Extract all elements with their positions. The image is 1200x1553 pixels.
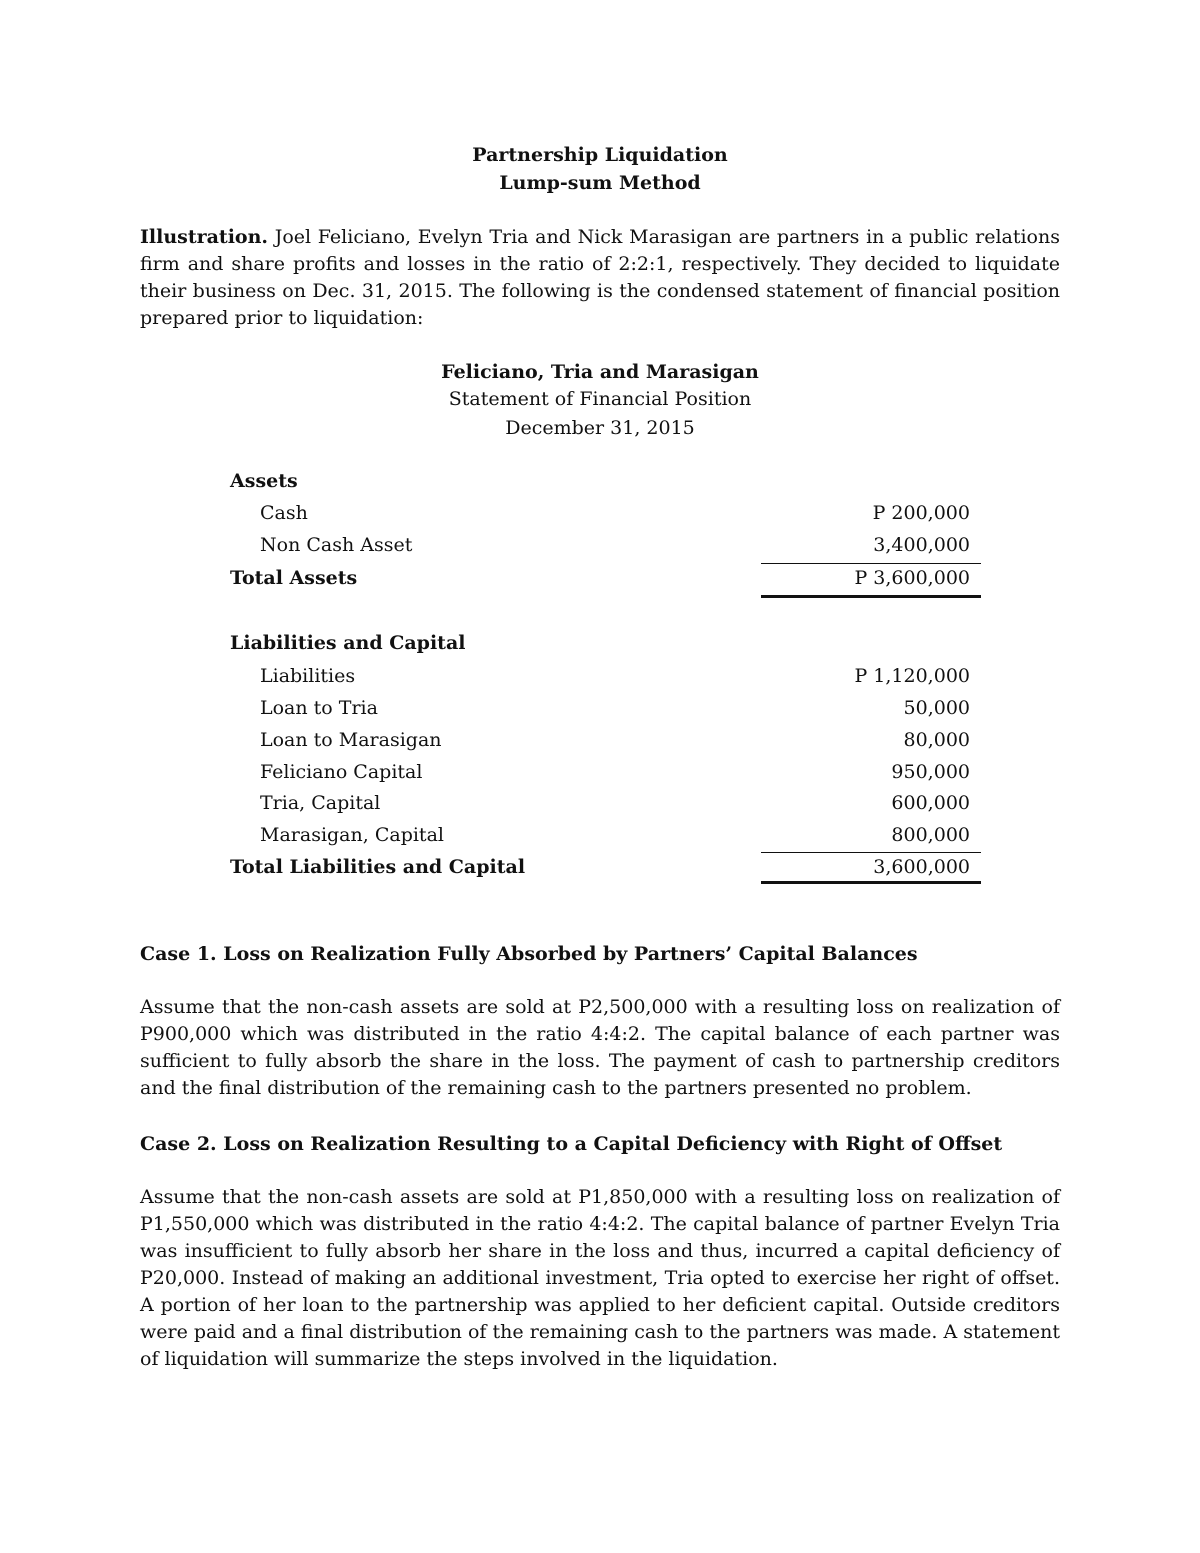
- statement-date: December 31, 2015: [505, 417, 695, 439]
- document-title: Partnership Liquidation: [472, 144, 728, 166]
- liability-amount: P 1,120,000: [854, 665, 970, 687]
- illustration-label: Illustration.: [140, 226, 269, 248]
- asset-label: Cash: [260, 502, 308, 524]
- illustration-paragraph: [140, 224, 1060, 332]
- total-liabilities-row: [230, 853, 980, 881]
- liability-label: Marasigan, Capital: [260, 824, 444, 846]
- illustration-text: Joel Feliciano, Evelyn Tria and Nick Marasigan are partners in a public relations firm and share profits and losses in the ratio of 2:2:1, respectively. They decided to liquidate their business on Dec. 31, 2015. The following is the condensed statement of financial position prepared prior to liquidation:: [140, 226, 1060, 329]
- liability-amount: 50,000: [903, 697, 970, 719]
- liabilities-heading: Liabilities and Capital: [230, 632, 466, 654]
- document-subtitle: Lump-sum Method: [499, 172, 701, 194]
- asset-amount: 3,400,000: [873, 534, 970, 556]
- liability-label: Liabilities: [260, 665, 356, 687]
- liability-label: Loan to Tria: [260, 697, 378, 719]
- statement-name: Statement of Financial Position: [448, 388, 752, 410]
- liability-amount: 950,000: [891, 761, 970, 783]
- liability-row: [260, 789, 980, 817]
- total-rule: [761, 595, 981, 598]
- liability-amount: 800,000: [891, 824, 970, 846]
- total-assets-label: Total Assets: [230, 567, 358, 589]
- liability-label: Tria, Capital: [260, 792, 381, 814]
- total-liabilities-amount: 3,600,000: [873, 856, 970, 878]
- case1-paragraph: Assume that the non-cash assets are sold at P2,500,000 with a resulting loss on realization of P900,000 which was distributed in the ratio 4:4:2. The capital balance of each partner was sufficient to fully absorb the share in the loss. The payment of cash to partnership creditors and the final distribution of the remaining cash to the partners presented no problem.: [140, 996, 1060, 1099]
- liability-row: [260, 758, 980, 786]
- asset-row: [260, 499, 980, 527]
- liability-amount: 80,000: [903, 729, 970, 751]
- assets-heading: Assets: [230, 470, 298, 492]
- liability-row: [260, 726, 980, 754]
- total-rule: [761, 881, 981, 884]
- liability-row: [260, 694, 980, 722]
- case2-heading: Case 2. Loss on Realization Resulting to a Capital Deficiency with Right of Offset: [140, 1133, 1003, 1155]
- liability-row: [260, 821, 980, 849]
- total-assets-amount: P 3,600,000: [854, 567, 970, 589]
- liability-label: Feliciano Capital: [260, 761, 423, 783]
- asset-label: Non Cash Asset: [260, 534, 413, 556]
- case2-paragraph: Assume that the non-cash assets are sold at P1,850,000 with a resulting loss on realization of P1,550,000 which was distributed in the ratio 4:4:2. The capital balance of partner Evelyn Tria was insufficient to fully absorb her share in the loss and thus, incurred a capital deficiency of P20,000. Instead of making an additional investment, Tria opted to exercise her right of offset. A portion of her loan to the partnership was applied to her deficient capital. Outside creditors were paid and a final distribution of the remaining cash to the partners was made. A statement of liquidation will summarize the steps involved in the liquidation.: [140, 1186, 1060, 1370]
- liability-label: Loan to Marasigan: [260, 729, 442, 751]
- total-liabilities-label: Total Liabilities and Capital: [230, 856, 526, 878]
- case1-heading: Case 1. Loss on Realization Fully Absorbed by Partners’ Capital Balances: [140, 943, 918, 965]
- liability-amount: 600,000: [891, 792, 970, 814]
- asset-amount: P 200,000: [872, 502, 970, 524]
- statement-company: Feliciano, Tria and Marasigan: [441, 361, 759, 383]
- liability-row: [260, 662, 980, 690]
- total-assets-row: [230, 564, 980, 592]
- asset-row: [260, 531, 980, 559]
